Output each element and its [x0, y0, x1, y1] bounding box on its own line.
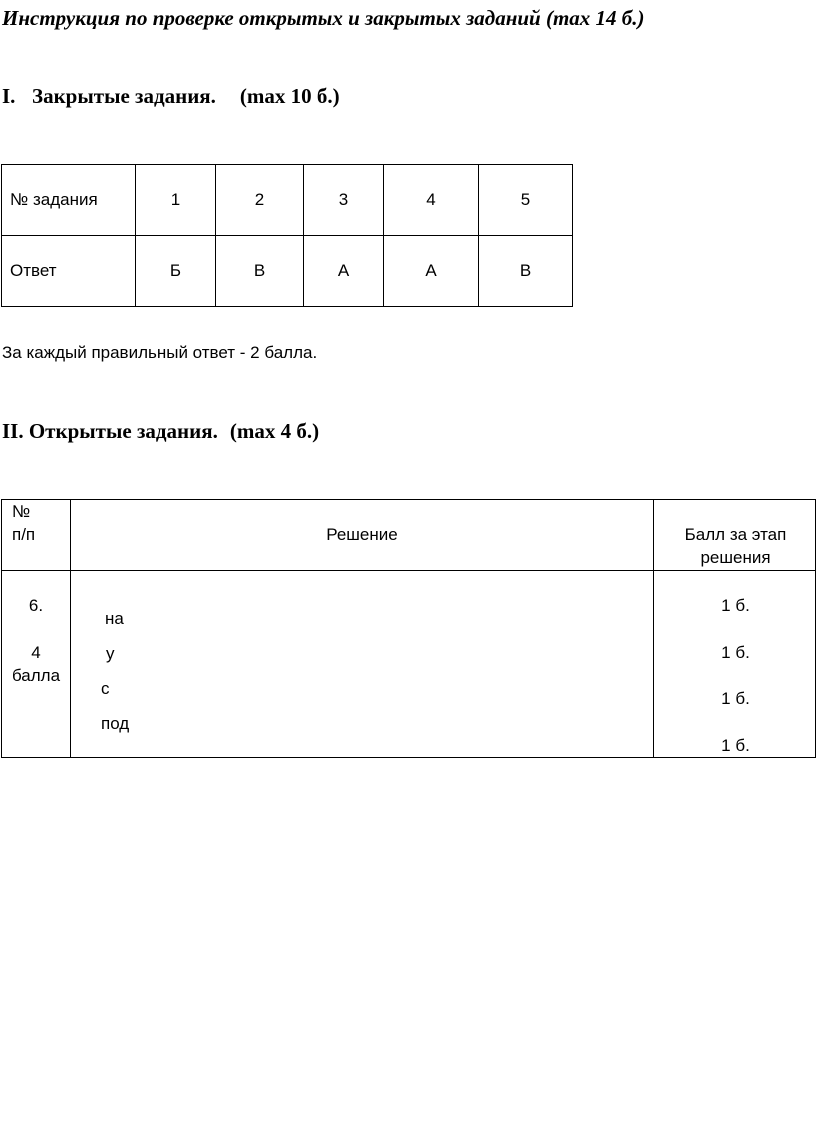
document-title: Инструкция по проверке открытых и закрытых заданий (max 14 б.) — [2, 6, 645, 30]
header-score-line1: Балл за этап — [684, 525, 787, 544]
solution-item: у — [106, 644, 115, 663]
answer-cell: А — [384, 236, 479, 307]
task-number-cell: 5 — [479, 165, 573, 236]
section-1-max: (max 10 б.) — [239, 84, 340, 108]
task-number-cell: 1 — [136, 165, 216, 236]
section-2-heading — [2, 419, 319, 444]
answer-cell: Б — [136, 236, 216, 307]
stage-score: 1 б. — [721, 736, 750, 755]
stage-score: 1 б. — [721, 643, 750, 662]
stage-score: 1 б. — [721, 689, 750, 708]
task-number-cell: 4 — [384, 165, 479, 236]
open-tasks-table — [1, 499, 816, 758]
header-solution: Решение — [326, 525, 398, 544]
answer-cell: В — [479, 236, 573, 307]
answer-cell: А — [304, 236, 384, 307]
solution-item: с — [101, 679, 110, 698]
section-1-title: Закрытые задания. — [32, 84, 216, 108]
row-divider — [2, 570, 815, 571]
answers-table — [1, 164, 573, 307]
task-number: 6. — [28, 596, 44, 615]
section-1-number: I. — [2, 84, 16, 108]
header-score-line2: решения — [700, 548, 771, 567]
section-1-heading — [2, 84, 340, 109]
header-number-label: п/п — [12, 525, 36, 544]
solution-item: под — [101, 714, 130, 733]
table-row-answers — [2, 236, 573, 307]
task-number-cell: 2 — [216, 165, 304, 236]
header-number-symbol: № — [12, 502, 31, 521]
table-row-task-numbers — [2, 165, 573, 236]
answer-cell: В — [216, 236, 304, 307]
section-2-max: (max 4 б.) — [229, 419, 320, 443]
stage-score: 1 б. — [721, 596, 750, 615]
task-number-cell: 3 — [304, 165, 384, 236]
row-header-answer: Ответ — [2, 236, 136, 307]
task-points: 4 — [31, 643, 41, 662]
section-2-title: II. Открытые задания. — [2, 419, 218, 443]
row-header-task-number: № задания — [2, 165, 136, 236]
solution-item: на — [105, 609, 124, 628]
scoring-note: За каждый правильный ответ - 2 балла. — [2, 343, 318, 362]
task-points-unit: балла — [11, 666, 61, 685]
